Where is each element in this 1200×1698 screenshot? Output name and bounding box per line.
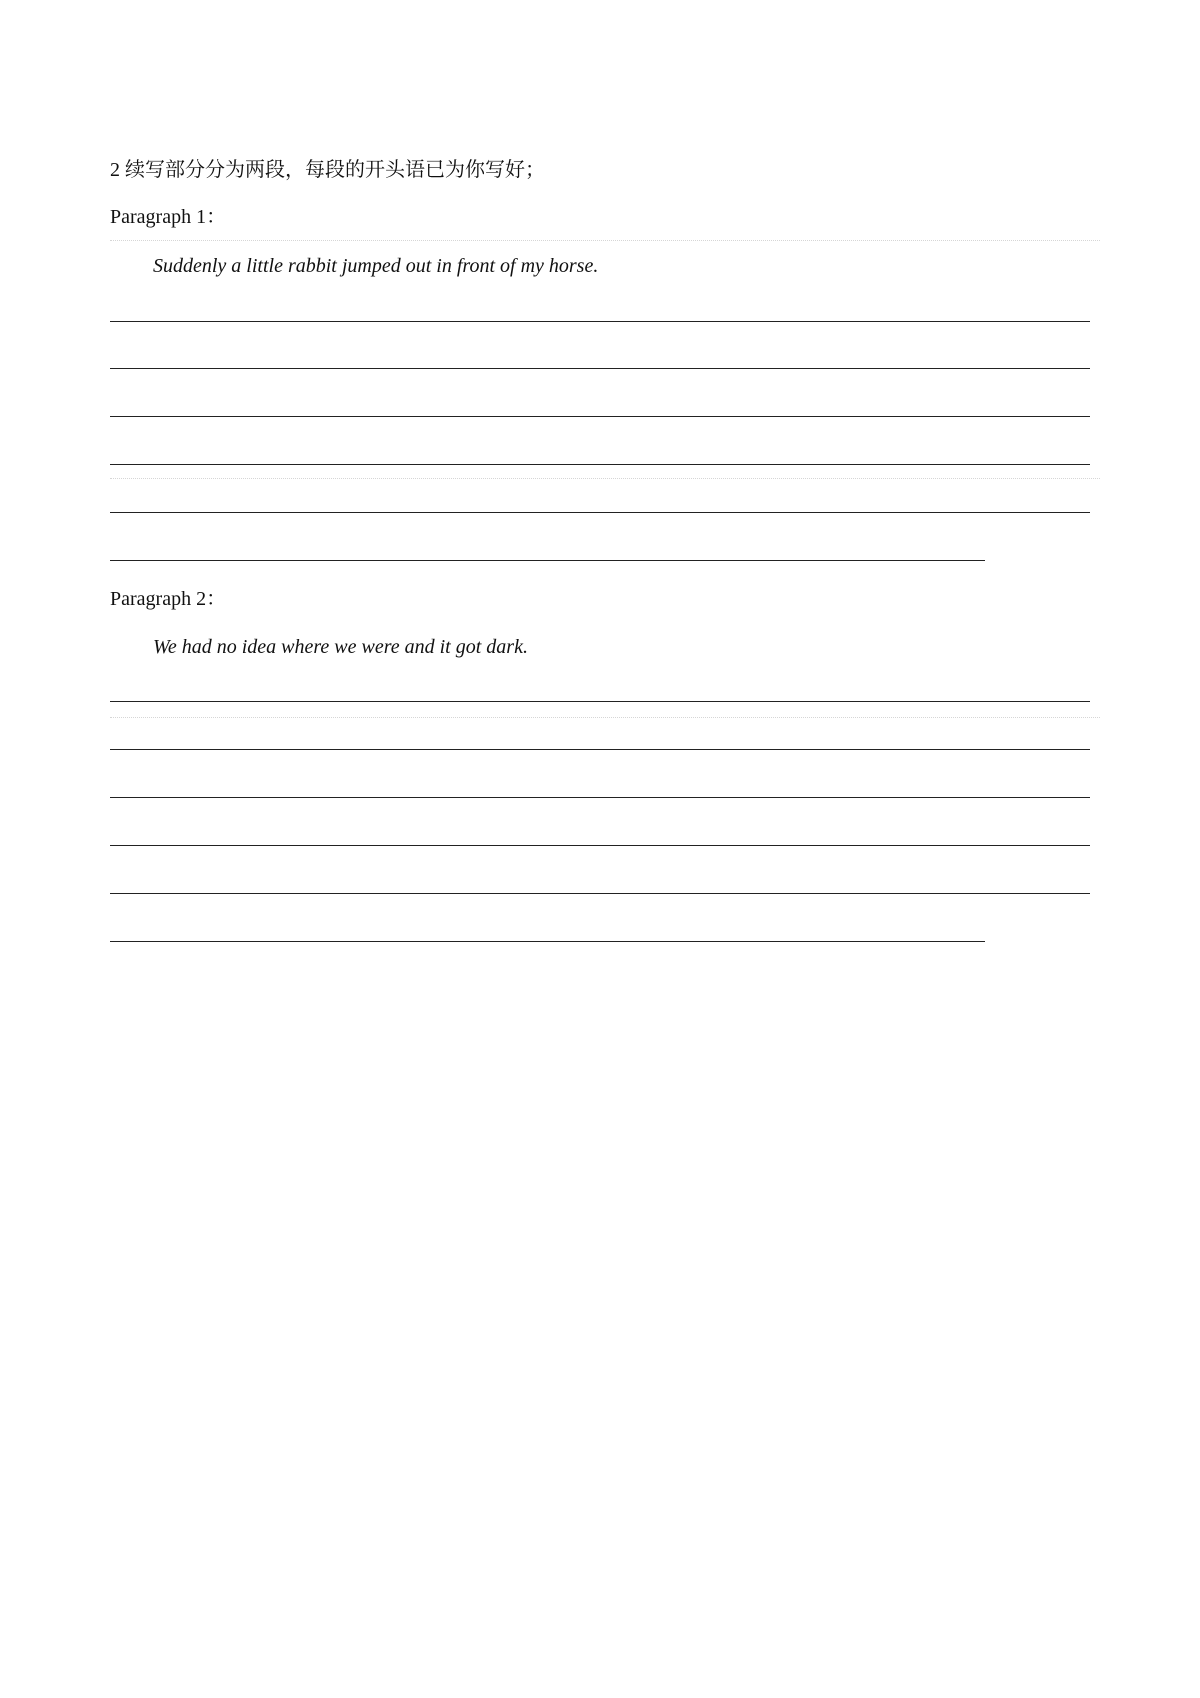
answer-line[interactable] xyxy=(110,845,1090,846)
instruction-text: 2 续写部分分为两段，每段的开头语已为你写好； xyxy=(110,159,545,181)
paragraph-2-label: Paragraph 2： xyxy=(110,588,227,610)
answer-line[interactable] xyxy=(110,749,1090,750)
paragraph-1-label: Paragraph 1： xyxy=(110,206,227,228)
answer-line[interactable] xyxy=(110,368,1090,369)
paragraph-1-opening: Suddenly a little rabbit jumped out in front of my horse. xyxy=(153,255,599,277)
answer-line[interactable] xyxy=(110,321,1090,322)
dotted-divider xyxy=(110,240,1100,241)
dotted-divider xyxy=(110,717,1100,718)
answer-line[interactable] xyxy=(110,416,1090,417)
answer-line[interactable] xyxy=(110,701,1090,702)
paragraph-2-opening: We had no idea where we were and it got dark. xyxy=(153,636,528,658)
dotted-divider xyxy=(110,478,1100,479)
answer-line[interactable] xyxy=(110,941,985,942)
answer-line[interactable] xyxy=(110,512,1090,513)
answer-line[interactable] xyxy=(110,464,1090,465)
answer-line[interactable] xyxy=(110,893,1090,894)
answer-line[interactable] xyxy=(110,560,985,561)
answer-line[interactable] xyxy=(110,797,1090,798)
